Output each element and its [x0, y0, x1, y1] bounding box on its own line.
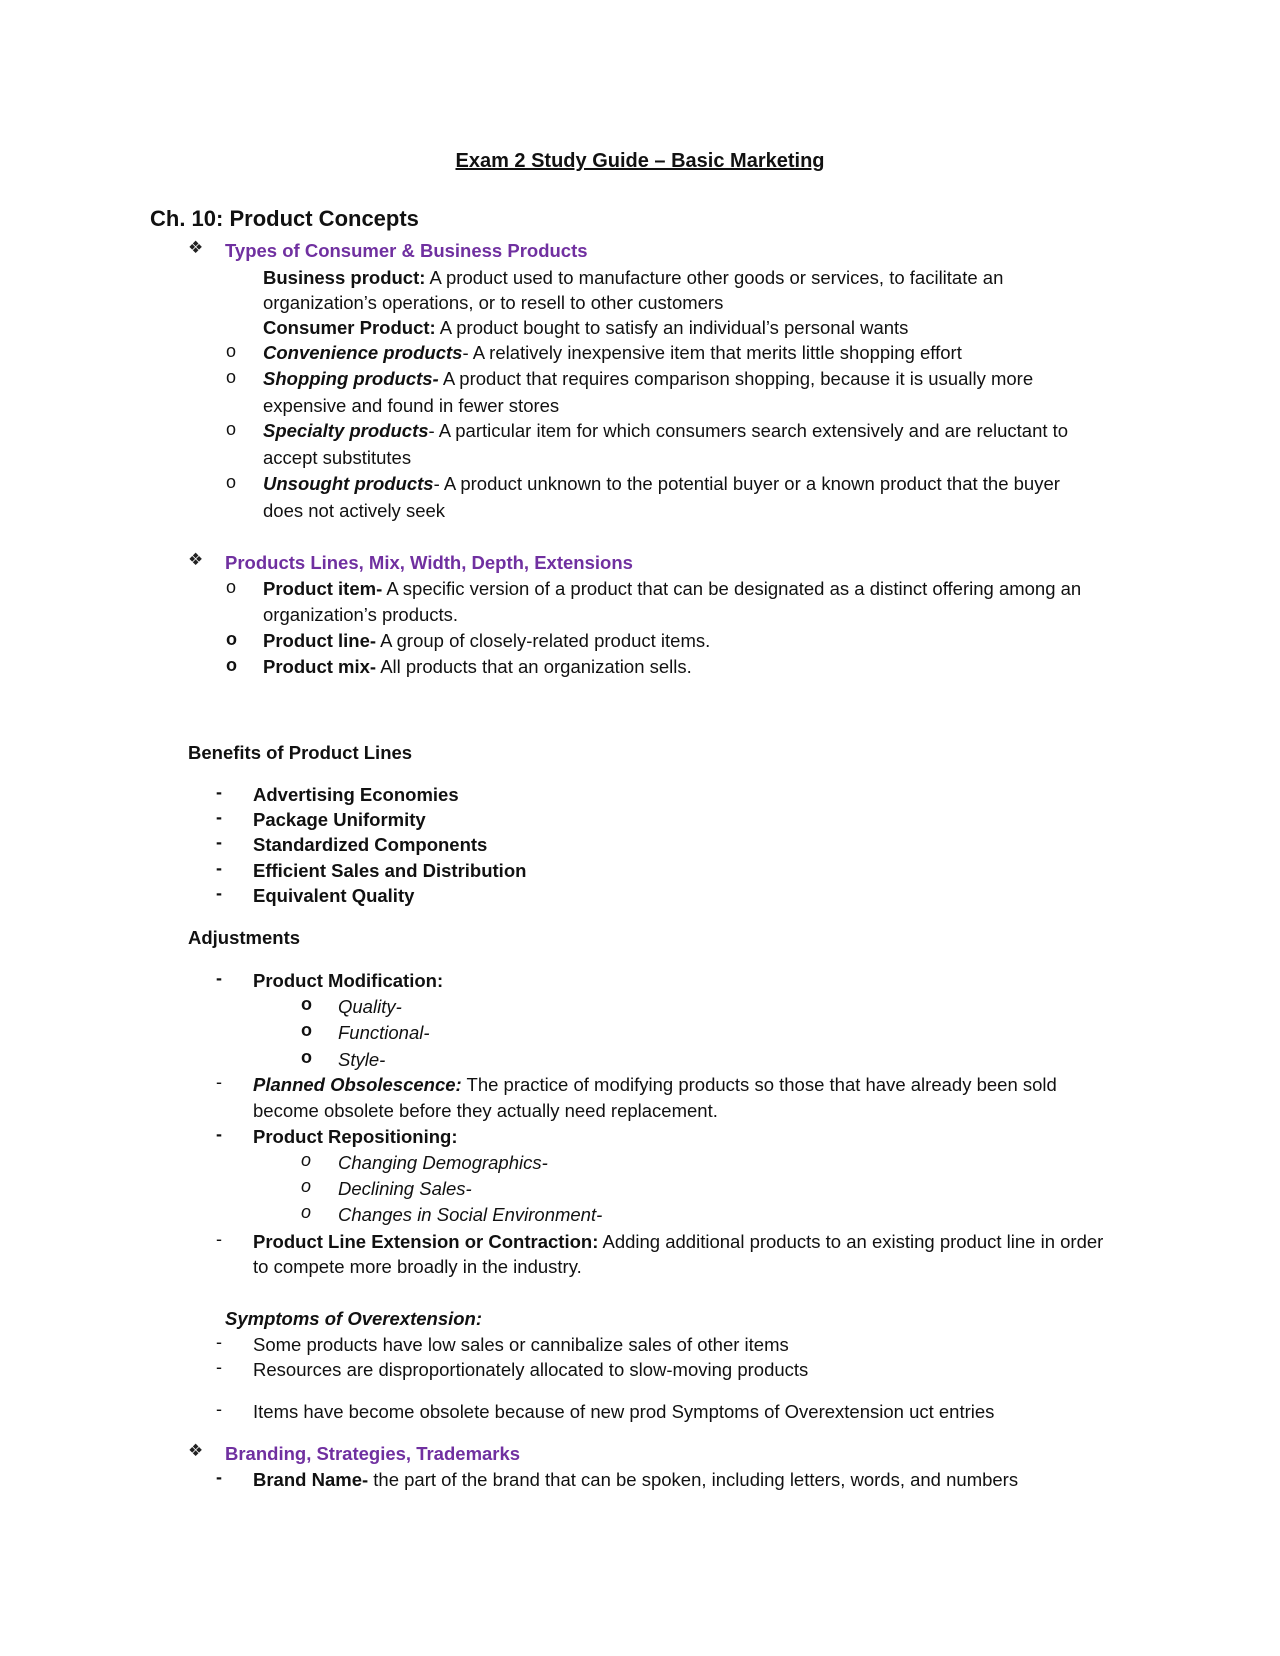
circle-bullet-icon: o: [226, 655, 237, 675]
circle-bullet-icon: o: [226, 629, 237, 649]
dash-bullet-icon: -: [216, 1357, 222, 1377]
list-item-cont: accept substitutes: [263, 447, 412, 468]
business-product-term: Business product:: [263, 267, 426, 288]
circle-bullet-icon: o: [226, 341, 237, 361]
circle-bullet-icon: o: [301, 1047, 312, 1067]
circle-bullet-icon: o: [226, 367, 237, 387]
circle-bullet-icon: o: [226, 419, 237, 439]
list-item: Changes in Social Environment-: [338, 1204, 603, 1225]
circle-bullet-icon: o: [226, 577, 237, 597]
list-item: Style-: [338, 1049, 386, 1070]
consumer-product-def: A product bought to satisfy an individual’s personal wants: [435, 317, 909, 338]
list-item-cont: expensive and found in fewer stores: [263, 395, 560, 416]
list-item: Product Line Extension or Contraction: Adding additional products to an existing product line in order: [253, 1231, 1104, 1252]
list-item: Brand Name- the part of the brand that can be spoken, including letters, words, and numbers: [253, 1469, 1019, 1490]
circle-bullet-icon: o: [301, 1150, 312, 1170]
dash-bullet-icon: -: [216, 782, 222, 802]
list-item: Unsought products- A product unknown to the potential buyer or a known product that the buyer: [263, 473, 1060, 494]
list-item: Standardized Components: [253, 834, 488, 855]
circle-bullet-icon: o: [301, 1020, 312, 1040]
diamond-bullet-icon: ❖: [188, 1441, 204, 1460]
section-heading-branding: Branding, Strategies, Trademarks: [225, 1443, 521, 1464]
adjustments-heading: Adjustments: [188, 927, 301, 948]
list-item: Resources are disproportionately allocated to slow-moving products: [253, 1359, 809, 1380]
list-item: Convenience products- A relatively inexpensive item that merits little shopping effort: [263, 342, 962, 363]
dash-bullet-icon: -: [216, 832, 222, 852]
list-item: Equivalent Quality: [253, 885, 415, 906]
dash-bullet-icon: -: [216, 858, 222, 878]
section-heading-product-lines: Products Lines, Mix, Width, Depth, Extensions: [225, 552, 633, 573]
list-item: Package Uniformity: [253, 809, 426, 830]
list-item: Declining Sales-: [338, 1178, 472, 1199]
list-item: Advertising Economies: [253, 784, 459, 805]
list-item: Planned Obsolescence: The practice of modifying products so those that have already been sold: [253, 1074, 1057, 1095]
circle-bullet-icon: o: [301, 1176, 312, 1196]
list-item: Product mix- All products that an organization sells.: [263, 656, 692, 677]
diamond-bullet-icon: ❖: [188, 550, 204, 569]
list-item: Quality-: [338, 996, 402, 1017]
list-item: Product line- A group of closely-related product items.: [263, 630, 711, 651]
symptoms-heading: Symptoms of Overextension:: [225, 1308, 483, 1329]
chapter-heading: Ch. 10: Product Concepts: [150, 206, 419, 231]
list-item-cont: does not actively seek: [263, 500, 446, 521]
list-item: Shopping products- A product that requires comparison shopping, because it is usually more: [263, 368, 1034, 389]
list-item: Product item- A specific version of a product that can be designated as a distinct offering among an: [263, 578, 1082, 599]
circle-bullet-icon: o: [301, 994, 312, 1014]
list-item: Specialty products- A particular item for which consumers search extensively and are reluctant to: [263, 420, 1069, 441]
list-item: Some products have low sales or cannibalize sales of other items: [253, 1334, 789, 1355]
consumer-product-line: [263, 315, 908, 340]
dash-bullet-icon: -: [216, 1072, 222, 1092]
section-heading-types: Types of Consumer & Business Products: [225, 240, 588, 261]
dash-bullet-icon: -: [216, 807, 222, 827]
dash-bullet-icon: -: [216, 1332, 222, 1352]
business-product-line: [263, 265, 1003, 290]
circle-bullet-icon: o: [226, 472, 237, 492]
list-item: Product Repositioning:: [253, 1126, 458, 1147]
dash-bullet-icon: -: [216, 883, 222, 903]
list-item-cont: to compete more broadly in the industry.: [253, 1256, 582, 1277]
business-product-def: A product used to manufacture other goods or services, to facilitate an: [425, 267, 1004, 288]
dash-bullet-icon: -: [216, 1229, 222, 1249]
benefits-heading: Benefits of Product Lines: [188, 742, 413, 763]
list-item: Functional-: [338, 1022, 430, 1043]
dash-bullet-icon: -: [216, 1399, 222, 1419]
circle-bullet-icon: o: [301, 1202, 312, 1222]
consumer-product-term: Consumer Product:: [263, 317, 436, 338]
business-product-def-cont: organization’s operations, or to resell to other customers: [263, 292, 724, 313]
dash-bullet-icon: -: [216, 968, 222, 988]
diamond-bullet-icon: ❖: [188, 238, 204, 257]
document-title: Exam 2 Study Guide – Basic Marketing: [455, 150, 825, 172]
list-item-cont: organization’s products.: [263, 604, 459, 625]
list-item: Items have become obsolete because of new prod Symptoms of Overextension uct entries: [253, 1401, 995, 1422]
list-item: Product Modification:: [253, 970, 444, 991]
dash-bullet-icon: -: [216, 1467, 222, 1487]
list-item-cont: become obsolete before they actually need replacement.: [253, 1100, 718, 1121]
dash-bullet-icon: -: [216, 1124, 222, 1144]
list-item: Efficient Sales and Distribution: [253, 860, 527, 881]
list-item: Changing Demographics-: [338, 1152, 548, 1173]
